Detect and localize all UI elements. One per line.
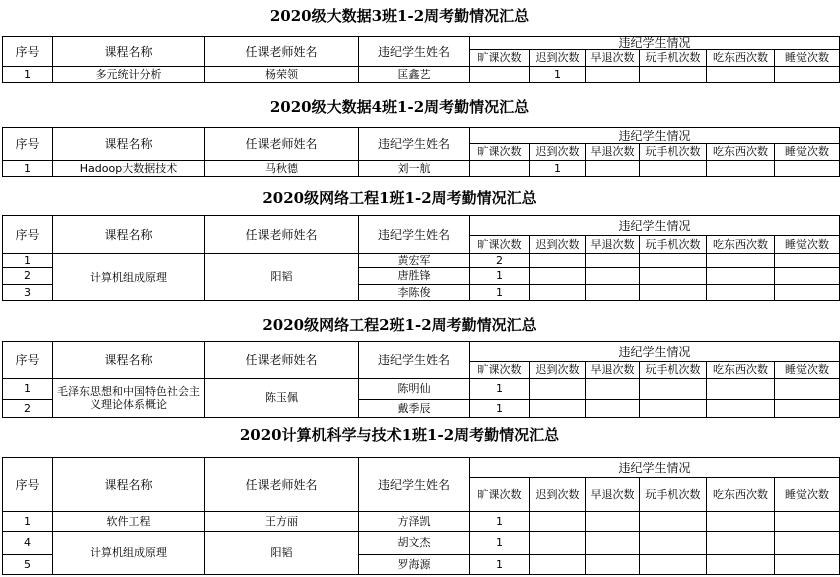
header-seq: 序号 <box>3 128 53 161</box>
count-cell <box>530 400 586 418</box>
count-cell <box>707 285 775 301</box>
student-cell: 陈明仙 <box>359 379 470 400</box>
header-count-col: 早退次数 <box>586 478 640 512</box>
count-cell <box>707 254 775 268</box>
student-cell: 戴季辰 <box>359 400 470 418</box>
header-violation: 违纪学生情况 <box>470 37 840 50</box>
count-cell <box>470 161 530 177</box>
count-cell <box>775 532 840 555</box>
student-cell: 方泽凯 <box>359 512 470 532</box>
header-count-col: 早退次数 <box>586 362 640 379</box>
course-cell: 计算机组成原理 <box>53 532 205 575</box>
header-count-col: 吃东西次数 <box>707 144 775 161</box>
header-count-col: 玩手机次数 <box>640 362 707 379</box>
course-cell: Hadoop大数据技术 <box>53 161 205 177</box>
count-cell: 1 <box>470 512 530 532</box>
attendance-table <box>2 127 840 177</box>
header-course: 课程名称 <box>53 128 205 161</box>
section-title: 2020计算机科学与技术1班1-2周考勤情况汇总 <box>239 426 560 444</box>
header-violation: 违纪学生情况 <box>470 216 840 236</box>
header-seq: 序号 <box>3 216 53 254</box>
header-count-col: 玩手机次数 <box>640 50 707 67</box>
attendance-table <box>2 36 840 83</box>
count-cell <box>640 161 707 177</box>
section-title: 2020级网络工程1班1-2周考勤情况汇总 <box>262 189 537 207</box>
count-cell: 1 <box>470 400 530 418</box>
seq-cell: 3 <box>3 285 53 301</box>
count-cell: 1 <box>470 285 530 301</box>
count-cell <box>775 555 840 575</box>
count-cell <box>707 532 775 555</box>
count-cell <box>586 555 640 575</box>
header-row <box>3 342 840 362</box>
count-cell <box>586 268 640 285</box>
attendance-table <box>2 341 840 418</box>
count-cell <box>586 67 640 83</box>
header-count-col: 迟到次数 <box>530 50 586 67</box>
header-count-col: 迟到次数 <box>530 362 586 379</box>
seq-cell: 5 <box>3 555 53 575</box>
count-cell <box>530 532 586 555</box>
count-cell <box>640 379 707 400</box>
header-violation: 违纪学生情况 <box>470 458 840 478</box>
header-student: 违纪学生姓名 <box>359 342 470 379</box>
count-cell <box>640 254 707 268</box>
count-cell <box>530 268 586 285</box>
count-cell <box>775 268 840 285</box>
header-count-col: 旷课次数 <box>470 144 530 161</box>
header-count-col: 睡觉次数 <box>775 236 840 254</box>
count-cell: 1 <box>470 555 530 575</box>
student-cell: 刘一航 <box>359 161 470 177</box>
table-row <box>3 67 840 83</box>
header-count-col: 吃东西次数 <box>707 236 775 254</box>
seq-cell: 1 <box>3 254 53 268</box>
count-cell <box>707 512 775 532</box>
section-title: 2020级大数据3班1-2周考勤情况汇总 <box>269 7 530 25</box>
count-cell <box>530 254 586 268</box>
header-count-col: 旷课次数 <box>470 50 530 67</box>
header-row <box>3 37 840 50</box>
header-teacher: 任课老师姓名 <box>205 216 359 254</box>
header-count-col: 吃东西次数 <box>707 362 775 379</box>
count-cell <box>640 400 707 418</box>
count-cell: 1 <box>470 532 530 555</box>
count-cell <box>640 285 707 301</box>
attendance-table <box>2 215 840 301</box>
count-cell <box>586 379 640 400</box>
header-count-col: 玩手机次数 <box>640 478 707 512</box>
header-teacher: 任课老师姓名 <box>205 37 359 67</box>
header-course: 课程名称 <box>53 37 205 67</box>
count-cell <box>530 555 586 575</box>
header-teacher: 任课老师姓名 <box>205 342 359 379</box>
header-count-col: 早退次数 <box>586 236 640 254</box>
header-count-col: 睡觉次数 <box>775 144 840 161</box>
header-count-col: 早退次数 <box>586 50 640 67</box>
count-cell <box>707 161 775 177</box>
header-count-col: 睡觉次数 <box>775 362 840 379</box>
count-cell <box>775 254 840 268</box>
count-cell <box>775 400 840 418</box>
student-cell: 李陈俊 <box>359 285 470 301</box>
seq-cell: 4 <box>3 532 53 555</box>
count-cell <box>707 67 775 83</box>
header-count-col: 迟到次数 <box>530 236 586 254</box>
header-count-col: 迟到次数 <box>530 144 586 161</box>
count-cell: 1 <box>530 161 586 177</box>
count-cell <box>640 532 707 555</box>
count-cell <box>775 161 840 177</box>
table-row <box>3 532 840 555</box>
header-violation: 违纪学生情况 <box>470 128 840 144</box>
teacher-cell: 阳韬 <box>205 254 359 301</box>
header-count-col: 迟到次数 <box>530 478 586 512</box>
seq-cell: 1 <box>3 512 53 532</box>
header-violation: 违纪学生情况 <box>470 342 840 362</box>
student-cell: 唐胜锋 <box>359 268 470 285</box>
table-row <box>3 379 840 400</box>
table-row <box>3 254 840 268</box>
count-cell <box>775 67 840 83</box>
student-cell: 匡鑫艺 <box>359 67 470 83</box>
course-cell: 毛泽东思想和中国特色社会主义理论体系概论 <box>53 379 205 418</box>
header-teacher: 任课老师姓名 <box>205 458 359 512</box>
header-count-col: 睡觉次数 <box>775 50 840 67</box>
count-cell: 1 <box>470 379 530 400</box>
header-count-col: 旷课次数 <box>470 362 530 379</box>
student-cell: 罗海源 <box>359 555 470 575</box>
count-cell <box>640 67 707 83</box>
count-cell <box>707 379 775 400</box>
header-count-col: 玩手机次数 <box>640 236 707 254</box>
header-count-col: 吃东西次数 <box>707 50 775 67</box>
count-cell: 1 <box>530 67 586 83</box>
count-cell <box>530 285 586 301</box>
header-seq: 序号 <box>3 342 53 379</box>
count-cell <box>707 555 775 575</box>
count-cell: 1 <box>470 268 530 285</box>
header-seq: 序号 <box>3 458 53 512</box>
teacher-cell: 王方丽 <box>205 512 359 532</box>
header-row <box>3 458 840 478</box>
count-cell <box>707 268 775 285</box>
count-cell <box>470 67 530 83</box>
teacher-cell: 马秋德 <box>205 161 359 177</box>
count-cell <box>586 285 640 301</box>
count-cell <box>530 512 586 532</box>
seq-cell: 1 <box>3 161 53 177</box>
count-cell: 2 <box>470 254 530 268</box>
header-seq: 序号 <box>3 37 53 67</box>
count-cell <box>586 400 640 418</box>
count-cell <box>586 254 640 268</box>
header-course: 课程名称 <box>53 458 205 512</box>
header-row <box>3 216 840 236</box>
header-count-col: 早退次数 <box>586 144 640 161</box>
student-cell: 黄宏军 <box>359 254 470 268</box>
course-cell: 计算机组成原理 <box>53 254 205 301</box>
seq-cell: 2 <box>3 268 53 285</box>
count-cell <box>586 512 640 532</box>
student-cell: 胡文杰 <box>359 532 470 555</box>
count-cell <box>640 555 707 575</box>
count-cell <box>775 379 840 400</box>
section-title: 2020级大数据4班1-2周考勤情况汇总 <box>269 98 530 116</box>
header-row <box>3 128 840 144</box>
count-cell <box>707 400 775 418</box>
header-student: 违纪学生姓名 <box>359 37 470 67</box>
count-cell <box>640 268 707 285</box>
count-cell <box>640 512 707 532</box>
header-student: 违纪学生姓名 <box>359 458 470 512</box>
seq-cell: 1 <box>3 67 53 83</box>
header-count-col: 旷课次数 <box>470 478 530 512</box>
count-cell <box>586 161 640 177</box>
header-course: 课程名称 <box>53 342 205 379</box>
seq-cell: 2 <box>3 400 53 418</box>
header-student: 违纪学生姓名 <box>359 216 470 254</box>
header-count-col: 吃东西次数 <box>707 478 775 512</box>
header-count-col: 旷课次数 <box>470 236 530 254</box>
header-count-col: 玩手机次数 <box>640 144 707 161</box>
count-cell <box>775 285 840 301</box>
table-row <box>3 161 840 177</box>
count-cell <box>586 532 640 555</box>
section-title: 2020级网络工程2班1-2周考勤情况汇总 <box>262 316 537 334</box>
teacher-cell: 杨荣领 <box>205 67 359 83</box>
seq-cell: 1 <box>3 379 53 400</box>
table-row <box>3 512 840 532</box>
header-student: 违纪学生姓名 <box>359 128 470 161</box>
teacher-cell: 阳韬 <box>205 532 359 575</box>
teacher-cell: 陈玉佩 <box>205 379 359 418</box>
course-cell: 软件工程 <box>53 512 205 532</box>
count-cell <box>775 512 840 532</box>
course-cell: 多元统计分析 <box>53 67 205 83</box>
attendance-table <box>2 457 840 575</box>
header-count-col: 睡觉次数 <box>775 478 840 512</box>
header-course: 课程名称 <box>53 216 205 254</box>
count-cell <box>530 379 586 400</box>
header-teacher: 任课老师姓名 <box>205 128 359 161</box>
